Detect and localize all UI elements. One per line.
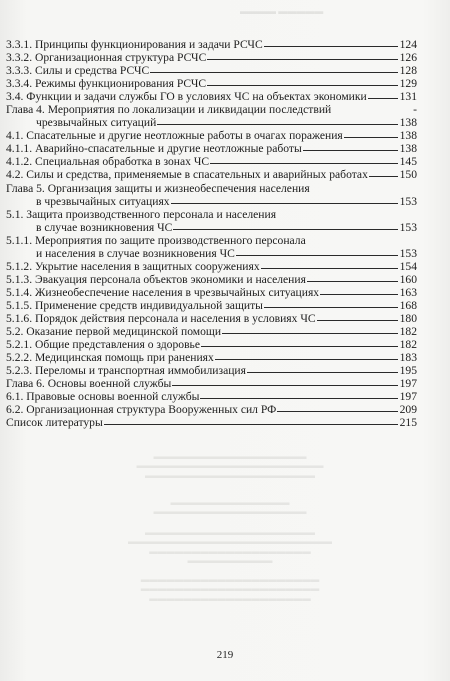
toc-entry-page: 153 [399,220,417,234]
toc-entry-title: 3.4. Функции и задачи службы ГО в условиях ЧС на объектах экономики [6,90,367,104]
toc-entry-title: 6.1. Правовые основы военной службы [6,390,200,404]
toc-entry-page: 163 [399,285,417,299]
toc-entry [6,195,417,208]
toc-leader-line [207,58,398,60]
toc-entry-title: Список литературы [6,416,103,430]
toc-leader-line [261,267,398,269]
toc-leader-line [200,397,398,399]
toc-leader-line [307,280,398,282]
toc-entry [6,247,417,260]
toc-entry [6,299,417,312]
toc-leader-line [320,293,398,295]
toc-entry-page: 183 [399,351,417,365]
toc-entry [6,234,417,247]
toc-entry [6,129,417,142]
toc-entry [6,416,417,429]
toc-entry [6,51,417,64]
toc-entry [6,221,417,234]
toc-entry-page: 154 [399,259,417,273]
toc-entry-title: 5.2.2. Медицинская помощь при ранениях [6,351,214,365]
toc-leader-line [264,306,398,308]
toc-leader-line [236,254,398,256]
toc-entry [6,377,417,390]
toc-leader-line [173,228,398,230]
toc-entry-page: 182 [399,338,417,352]
toc-entry-title: 5.1.4. Жизнеобеспечение населения в чрезвычайных ситуациях [6,285,320,299]
toc-entry [6,273,417,286]
toc-entry [6,38,417,51]
toc-entry-title: 3.3.2. Организационная структура РСЧС [6,51,207,65]
toc-entry-page: 153 [399,194,417,208]
toc-entry-page: 209 [399,403,417,417]
toc-entry-title: 5.1.5. Применение средств индивидуальной защиты [6,298,263,312]
toc-entry [6,77,417,90]
toc-entry [6,168,417,181]
toc-entry-page: - [413,103,417,117]
toc-entry-page: 145 [399,155,417,169]
toc-entry [6,90,417,103]
toc-leader-line [172,384,398,386]
toc-entry-title: 5.1.6. Порядок действия персонала и населения в условиях ЧС [6,311,316,325]
toc-leader-line [201,345,398,347]
toc-entry-page: 138 [399,142,417,156]
toc-leader-line [104,423,398,425]
toc-entry-title: Глава 5. Организация защиты и жизнеобеспечения населения [6,181,310,195]
toc-leader-line [215,358,398,360]
toc-entry-title: в случае возникновения ЧС [36,220,173,234]
toc-entry-title: чрезвычайных ситуаций [36,116,157,130]
toc-entry [6,103,417,116]
toc-entry [6,286,417,299]
toc-entry-title: 5.2. Оказание первой медицинской помощи [6,325,222,339]
toc-entry-title: 5.1.2. Укрытие населения в защитных сооружениях [6,259,260,273]
bleed-through-text: ▬▬▬▬▬▬▬▬▬▬▬▬▬▬▬▬▬▬▬▬ ▬▬▬▬▬▬▬▬▬▬▬▬▬▬▬▬▬▬▬▬▬▬▬▬ ▬▬▬▬▬▬▬▬▬▬▬▬▬▬▬▬▬▬▬ ▬▬▬▬▬▬▬▬▬▬ [128,527,332,566]
toc-entry-title: 5.2.3. Переломы и транспортная иммобилизация [6,364,246,378]
toc-leader-line [210,162,398,164]
toc-entry-page: 138 [399,129,417,143]
toc-entry-title: в чрезвычайных ситуациях [36,194,170,208]
toc-entry [6,182,417,195]
toc-leader-line [368,97,398,99]
toc-entry-title: 3.3.1. Принципы функционирования и задачи РСЧС [6,38,263,51]
toc-entry-title: Глава 4. Мероприятия по локализации и ликвидации последствий [6,103,332,117]
toc-entry [6,338,417,351]
toc-entry-page: 126 [399,51,417,65]
toc-entry [6,142,417,155]
page-number: 219 [216,649,234,661]
toc-entry-page: 182 [399,325,417,339]
toc-leader-line [171,202,398,204]
toc-entry [6,260,417,273]
toc-leader-line [222,332,398,334]
toc-entry-page: 129 [399,77,417,91]
toc-entry-page: 131 [399,90,417,104]
toc-leader-line [207,84,398,86]
toc-entry-page: 215 [399,416,417,430]
toc-entry-title: 6.2. Организационная структура Вооруженных сил РФ [6,403,277,417]
toc-entry-title: 5.2.1. Общие представления о здоровье [6,338,200,352]
toc-entry [6,403,417,416]
toc-entry-page: 180 [399,311,417,325]
toc-entry [6,364,417,377]
table-of-contents [6,38,417,429]
toc-entry-page: 197 [399,390,417,404]
toc-leader-line [247,371,398,373]
toc-entry [6,155,417,168]
toc-entry [6,390,417,403]
toc-entry-page: 197 [399,377,417,391]
toc-entry-page: 153 [399,246,417,260]
toc-entry [6,325,417,338]
toc-entry-page: 160 [399,272,417,286]
toc-entry-title: 5.1.3. Эвакуация персонала объектов экономики и населения [6,272,306,286]
toc-entry-title: 3.3.4. Режимы функционирования РСЧС [6,77,207,91]
toc-entry-title: Глава 6. Основы военной службы [6,377,172,391]
toc-entry-title: 5.1. Защита производственного персонала и населения [6,207,277,221]
bleed-through-header: ▬▬▬▬ ▬▬▬▬▬ [240,6,324,16]
toc-entry-page: 150 [399,168,417,182]
toc-entry-title: 4.1.1. Аварийно-спасательные и другие неотложные работы [6,142,302,156]
toc-leader-line [344,136,398,138]
toc-entry [6,116,417,129]
toc-entry-title: и населения в случае возникновения ЧС [36,246,235,260]
toc-entry [6,64,417,77]
toc-entry [6,312,417,325]
toc-entry-title: 4.2. Силы и средства, применяемые в спасательных и аварийных работах [6,168,368,182]
toc-entry-page: 124 [399,38,417,51]
toc-entry-page: 128 [399,64,417,78]
toc-leader-line [157,123,398,125]
toc-entry-page: 195 [399,364,417,378]
toc-entry-title: 3.3.3. Силы и средства РСЧС [6,64,150,78]
toc-leader-line [369,175,398,177]
toc-entry-page: 138 [399,116,417,130]
toc-leader-line [317,319,398,321]
toc-entry-title: 4.1.2. Специальная обработка в зонах ЧС [6,155,210,169]
toc-leader-line [277,410,398,412]
bleed-through-text: ▬▬▬▬▬▬▬▬▬▬▬▬▬▬▬▬▬▬ ▬▬▬▬▬▬▬▬▬▬▬▬▬▬▬▬▬▬▬▬▬▬ ▬▬▬▬▬▬▬▬▬▬▬▬▬▬▬▬▬▬▬▬ [136,451,324,480]
toc-entry-title: 4.1. Спасательные и другие неотложные работы в очагах поражения [6,129,343,143]
toc-entry-title: 5.1.1. Мероприятия по защите производственного персонала [6,233,306,247]
bleed-through-text: ▬▬▬▬▬▬▬▬▬▬▬▬▬▬▬▬▬▬▬▬▬ ▬▬▬▬▬▬▬▬▬▬▬▬▬▬▬▬▬▬▬▬▬ ▬▬▬▬▬▬▬▬▬▬▬▬▬▬▬▬▬▬▬ [140,574,320,603]
toc-leader-line [264,45,398,47]
toc-leader-line [303,149,398,151]
toc-entry-page: 168 [399,298,417,312]
toc-entry [6,351,417,364]
toc-leader-line [150,71,398,73]
bleed-through-text: ▬▬▬▬▬▬▬▬▬▬▬▬▬▬ ▬▬▬▬▬▬▬▬▬▬▬▬▬▬▬▬▬▬ [153,497,307,517]
toc-entry [6,208,417,221]
